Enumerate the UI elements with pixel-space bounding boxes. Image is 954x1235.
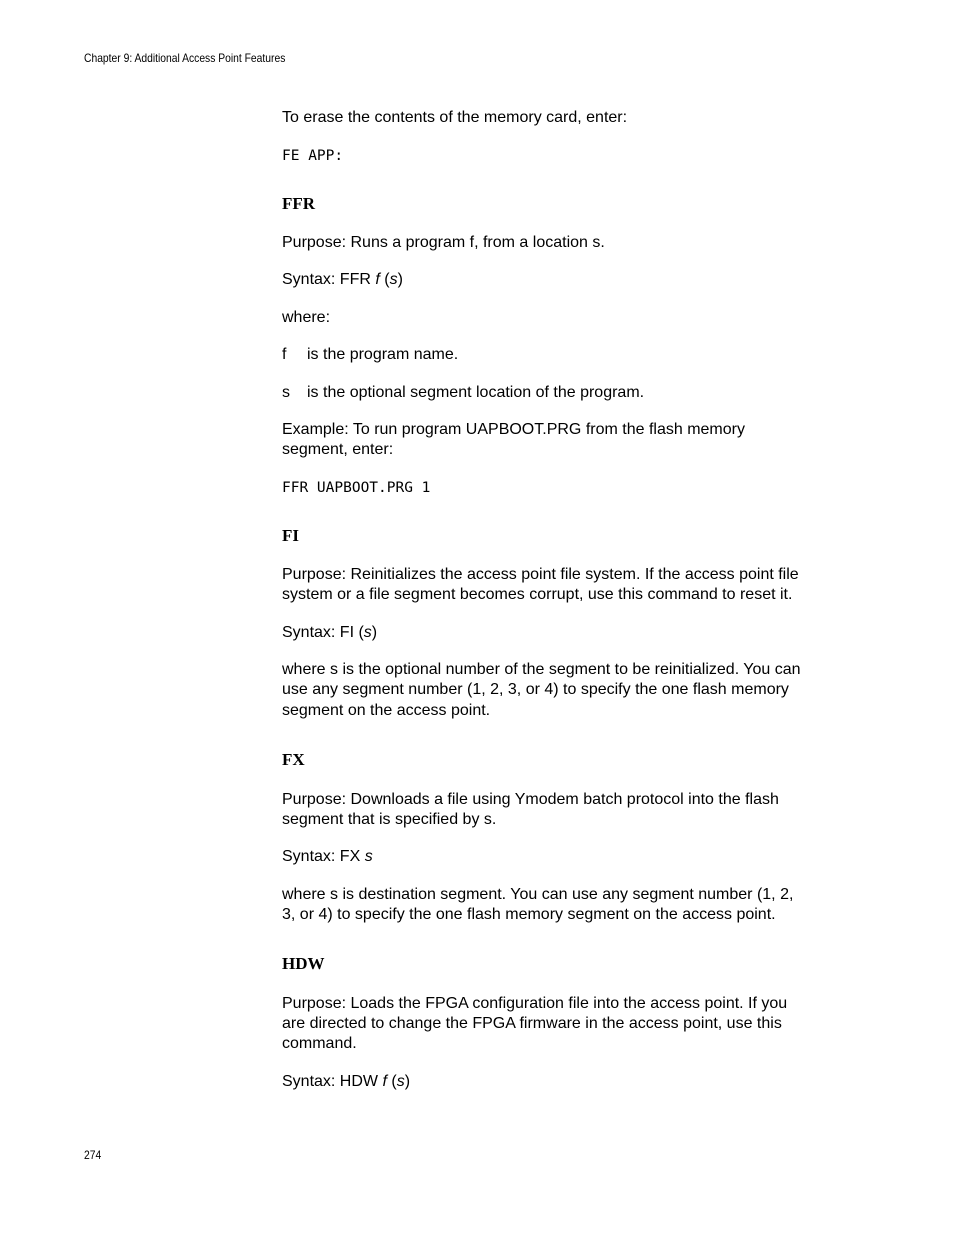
fi-purpose-line-2: system or a file segment becomes corrupt, use this command to reset it. [282,586,793,603]
hdw-syntax-close: ) [404,1073,411,1090]
fx-purpose-line-1: Purpose: Downloads a file using Ymodem batch protocol into the flash [282,791,779,808]
ffr-example-line-2: segment, enter: [282,441,394,458]
ffr-def-f-term: f [282,346,287,363]
hdw-syntax-open: ( [386,1073,397,1090]
fx-purpose-line-2: segment that is specified by s. [282,811,497,828]
ffr-purpose: Purpose: Runs a program f, from a location s. [282,234,605,251]
fx-where-line-1: where s is destination segment. You can use any segment number (1, 2, [282,886,794,903]
hdw-syntax-prefix: Syntax: HDW [282,1073,383,1090]
hdw-purpose-line-1: Purpose: Loads the FPGA configuration file into the access point. If you [282,995,788,1012]
hdw-syntax-f: f [382,1073,387,1090]
hdw-purpose-line-3: command. [282,1035,357,1052]
ffr-heading: FFR [282,194,316,213]
ffr-def-s-desc: is the optional segment location of the program. [307,384,645,401]
ffr-syntax-prefix: Syntax: FFR [282,271,376,288]
fi-syntax-close: ) [371,624,378,641]
hdw-syntax-s: s [396,1073,405,1090]
fx-syntax-prefix: Syntax: FX [282,848,365,865]
fi-where-line-3: segment on the access point. [282,702,491,719]
fi-purpose-line-1: Purpose: Reinitializes the access point file system. If the access point file [282,566,799,583]
fi-syntax-prefix: Syntax: FI ( [282,624,364,641]
fi-heading: FI [282,526,299,545]
hdw-heading: HDW [282,954,325,973]
fi-where-line-2: use any segment number (1, 2, 3, or 4) to specify the one flash memory [282,681,789,698]
hdw-purpose-line-2: are directed to change the FPGA firmware in the access point, use this [282,1015,782,1032]
ffr-syntax-close: ) [397,271,403,288]
ffr-syntax-open: ( [379,271,390,288]
fx-heading: FX [282,750,305,769]
fx-where-line-2: 3, or 4) to specify the one flash memory segment on the access point. [282,906,776,923]
fi-syntax [282,623,842,643]
intro-text: To erase the contents of the memory card, enter: [282,109,628,126]
ffr-syntax-f: f [375,271,380,288]
intro-code-example: FE APP: [282,148,344,164]
fi-syntax-s: s [363,624,372,641]
running-header: Chapter 9: Additional Access Point Features [84,51,286,65]
ffr-code-example: FFR UAPBOOT.PRG 1 [282,480,431,496]
fi-where-line-1: where s is the optional number of the segment to be reinitialized. You can [282,661,801,678]
ffr-def-f [282,345,842,365]
ffr-syntax-s: s [389,271,398,288]
hdw-syntax [282,1072,842,1092]
page-number: 274 [84,1148,102,1162]
ffr-syntax [282,270,842,290]
ffr-where: where: [282,309,331,326]
ffr-example-line-1: Example: To run program UAPBOOT.PRG from the flash memory [282,421,745,438]
ffr-def-s-term: s [282,384,290,401]
fx-syntax-s: s [364,848,373,865]
ffr-def-f-desc: is the program name. [307,346,459,363]
fx-syntax [282,847,842,867]
ffr-def-s [282,383,842,403]
